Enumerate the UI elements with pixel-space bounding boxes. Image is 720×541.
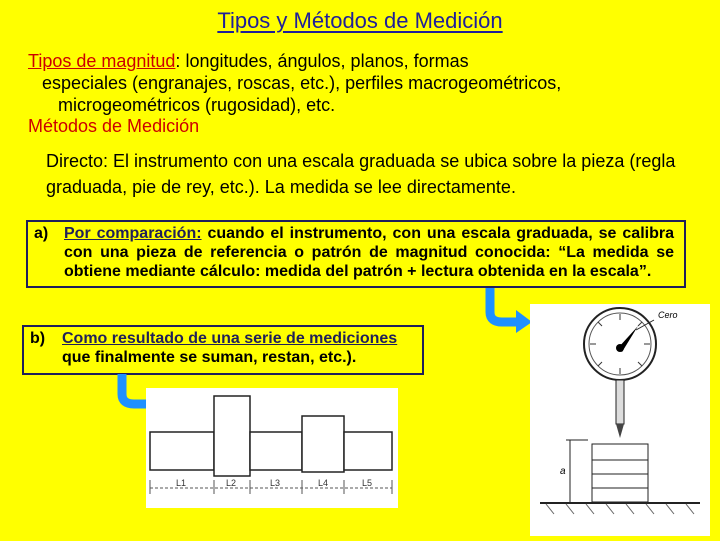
segment-label-l4: L4 <box>318 478 329 488</box>
segment-label-l5: L5 <box>362 478 373 488</box>
item-a-box <box>26 220 686 288</box>
item-b-marker: b) <box>30 330 46 347</box>
item-b-text: que finalmente se suman, restan, etc.). <box>62 349 357 366</box>
item-a-marker: a) <box>34 225 49 242</box>
segment-label-l2: L2 <box>226 478 237 488</box>
item-b-box <box>22 325 424 375</box>
stepped-part-figure <box>146 388 398 508</box>
directo-text: El instrumento con una escala graduada se ubica sobre la pieza (regla graduada, pie de rey, etc.). La medida se lee directamente. <box>46 151 676 197</box>
slide-title: Tipos y Métodos de Medición <box>217 8 503 33</box>
magnitud-colon: : <box>175 51 181 71</box>
item-a-link[interactable]: Por comparación: <box>64 225 202 242</box>
magnitud-text-1: longitudes, ángulos, planos, formas <box>180 51 469 71</box>
segment-label-l1: L1 <box>176 478 187 488</box>
dial-indicator-figure <box>530 304 710 536</box>
curved-arrow-a-icon <box>478 286 534 334</box>
metodos-heading: Métodos de Medición <box>28 116 200 136</box>
item-a-text: cuando el instrumento, con una escala graduada, se calibra con una pieza de referencia o patrón de magnitud conocida: “La medida se obtiene mediante cálculo: medida del patrón + lectura obtenida en la escala”. <box>64 225 674 280</box>
item-b-link[interactable]: Como resultado de una serie de mediciones <box>62 330 398 347</box>
gauge-label: Cero <box>658 310 678 320</box>
directo-label: Directo: <box>46 151 109 171</box>
height-label: a <box>560 466 566 477</box>
magnitud-text-2: especiales (engranajes, roscas, etc.), perfiles macrogeométricos, <box>42 73 562 93</box>
segment-label-l3: L3 <box>270 478 281 488</box>
directo-paragraph <box>46 148 706 200</box>
magnitud-text-3: microgeométricos (rugosidad), etc. <box>58 95 336 115</box>
magnitud-paragraph <box>28 50 708 116</box>
magnitud-label: Tipos de magnitud <box>28 51 176 71</box>
